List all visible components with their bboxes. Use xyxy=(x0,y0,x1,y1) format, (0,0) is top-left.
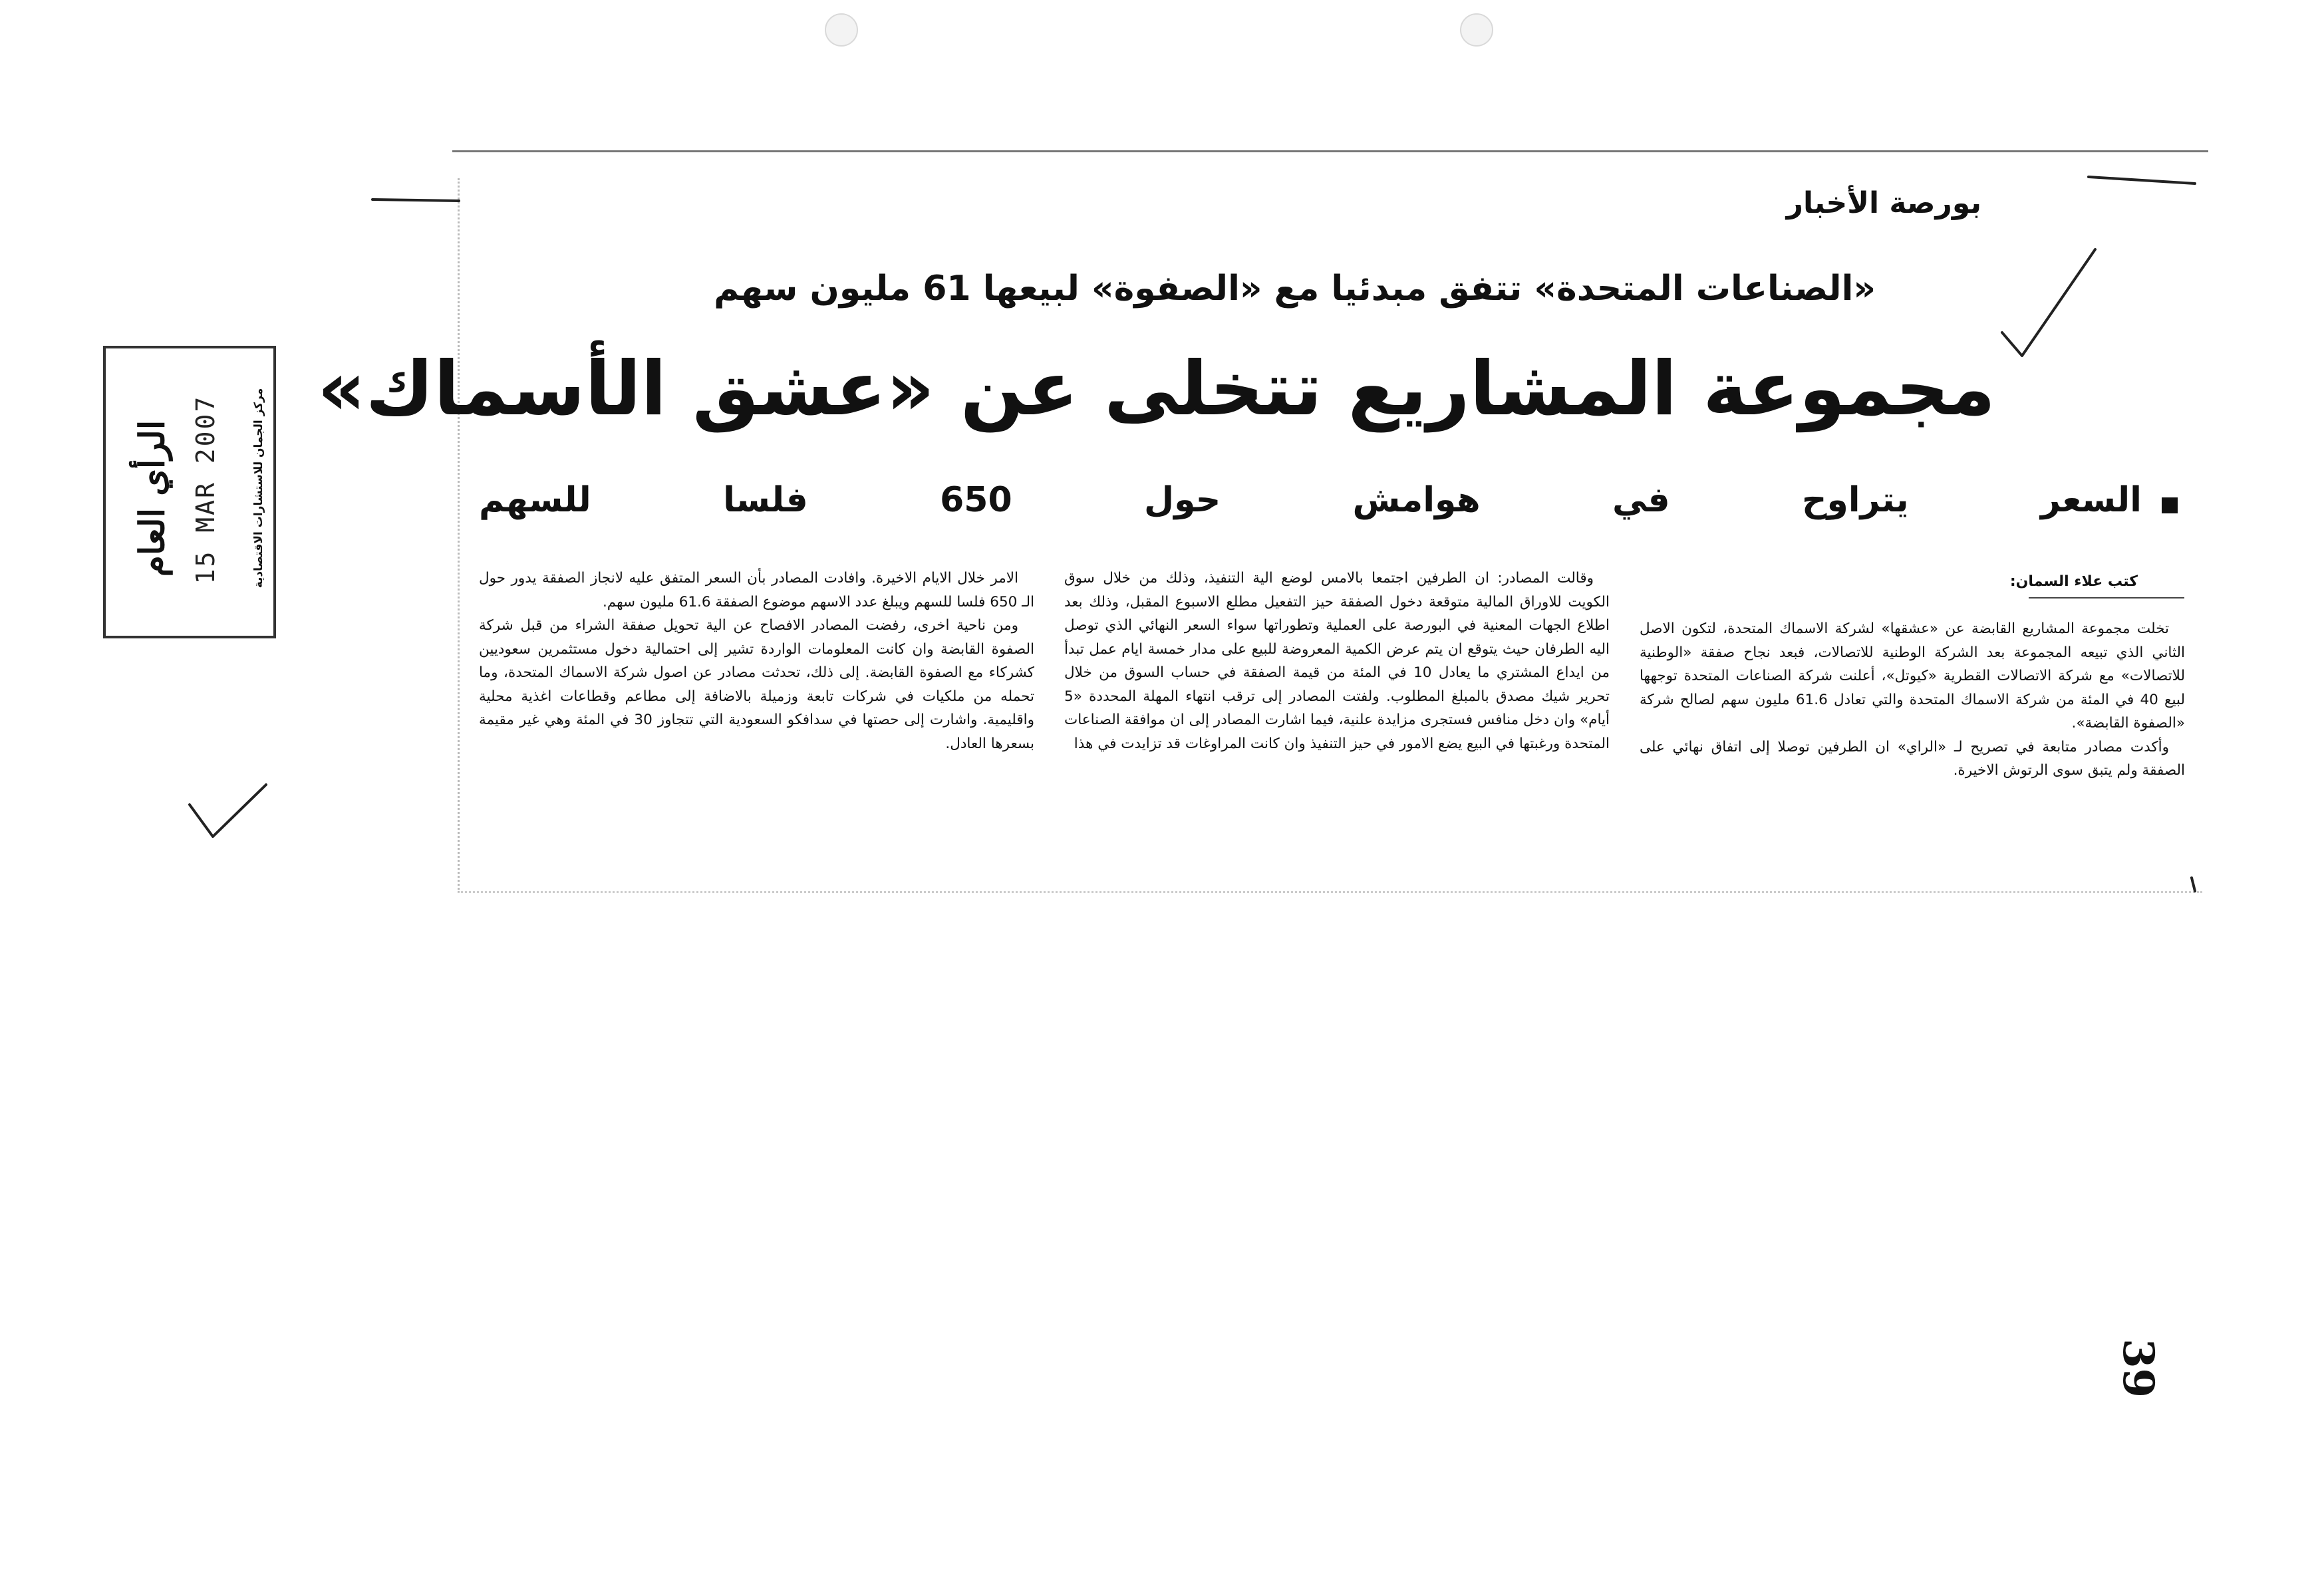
page-number: 39 xyxy=(2113,1338,2164,1398)
article-paragraph: ومن ناحية اخرى، رفضت المصادر الافصاح عن الية تحويل صفقة الشراء من قبل شركة الصفوة القابضة وان كانت المعلومات الواردة تشير إلى احتمالية دخول مستثمرين سعوديين كشركاء مع الصفوة القابضة. إلى ذلك، تحدثت مصادر عن اصول شركة الاسماك المتحدة، وما تحمله من ملكيات في شركات تابعة وزميلة بالاضافة إلى مطاعم وقطاعات اغذية محلية واقليمية. واشارت إلى حصتها في سدافكو السعودية التي تتجاوز 30 في المئة وهي غير مقيمة بسعرها العادل. xyxy=(479,617,1034,752)
subheadline: السعر يتراوح في هوامش حول 650 فلسا للسهم xyxy=(479,480,2142,520)
article-paragraph: وقالت المصادر: ان الطرفين اجتمعا بالامس لوضع الية التنفيذ، وذلك من خلال سوق الكويت للاوراق المالية متوقعة دخول الصفقة حيز التفعيل مطلع الاسبوع المقبل، وذلك بعد اطلاع الجهات المعنية في البورصة على العملية وتطوراتها سواء السعر النهائي الذي توصل اليه الطرفان حيث يتوقع ان يتم عرض الكمية المعروضة للبيع على مدار خمسة ايام عمل تبدأ من ايداع المشتري ما يعادل 10 في المئة من قيمة الصفقة في حساب السوق من خلال تحرير شيك مصدق بالمبلغ المطلوب. ولفتت المصادر إلى ترقب انتهاء المهلة المحددة «5 أيام» وان دخل منافس فستجرى مزايدة علنية، فيما اشارت المصادر إلى ان موافقة الصناعات المتحدة ورغبتها في البيع يضع الامور في حيز التنفيذ وان كانت المراوغات قد تزايدت في هذا xyxy=(1064,570,1610,752)
article-column-right xyxy=(1640,617,2185,783)
stamp-organization: مركز الجمان للاستشارات الاقتصادية xyxy=(252,388,265,589)
article-paragraph: الامر خلال الايام الاخيرة. وافادت المصادر بأن السعر المتفق عليه لانجاز الصفقة يدور حول الـ 650 فلسا للسهم ويبلغ عدد الاسهم موضوع الصفقة 61.6 مليون سهم. xyxy=(479,570,1034,610)
main-headline: مجموعة المشاريع تتخلى عن «عشق الأسماك» xyxy=(317,346,1995,432)
newspaper-logo: الرأي العام xyxy=(132,420,173,577)
section-label: بورصة الأخبار xyxy=(1786,186,1981,220)
kicker-headline: «الصناعات المتحدة» تتفق مبدئيا مع «الصفوة» لبيعها 61 مليون سهم xyxy=(714,269,1876,309)
archive-stamp xyxy=(103,346,276,638)
article-column-left xyxy=(479,567,1034,755)
subheadline-bullet xyxy=(2162,497,2178,513)
stamp-date: 15 MAR 2007 xyxy=(191,394,220,585)
byline-rule xyxy=(2029,597,2184,598)
article-paragraph: تخلت مجموعة المشاريع القابضة عن «عشقها» لشركة الاسماك المتحدة، لتكون الاصل الثاني الذي تبيعه المجموعة بعد الشركة الوطنية للاتصالات، فبعد نجاح صفقة «الوطنية للاتصالات» مع شركة الاتصالات القطرية «كيوتل»، أعلنت شركة الصناعات المتحدة توجهها لبيع 40 في المئة من شركة الاسماك المتحدة والتي تعادل 61.6 مليون سهم لصالح شركة «الصفوة القابضة». xyxy=(1640,620,2186,732)
byline: كتب علاء السمان: xyxy=(2009,573,2138,590)
article-paragraph: وأكدت مصادر متابعة في تصريح لـ «الراي» ان الطرفين توصلا إلى اتفاق نهائي على الصفقة ولم يتبق سوى الرتوش الاخيرة. xyxy=(1640,738,2185,779)
article-column-middle xyxy=(1064,567,1610,755)
